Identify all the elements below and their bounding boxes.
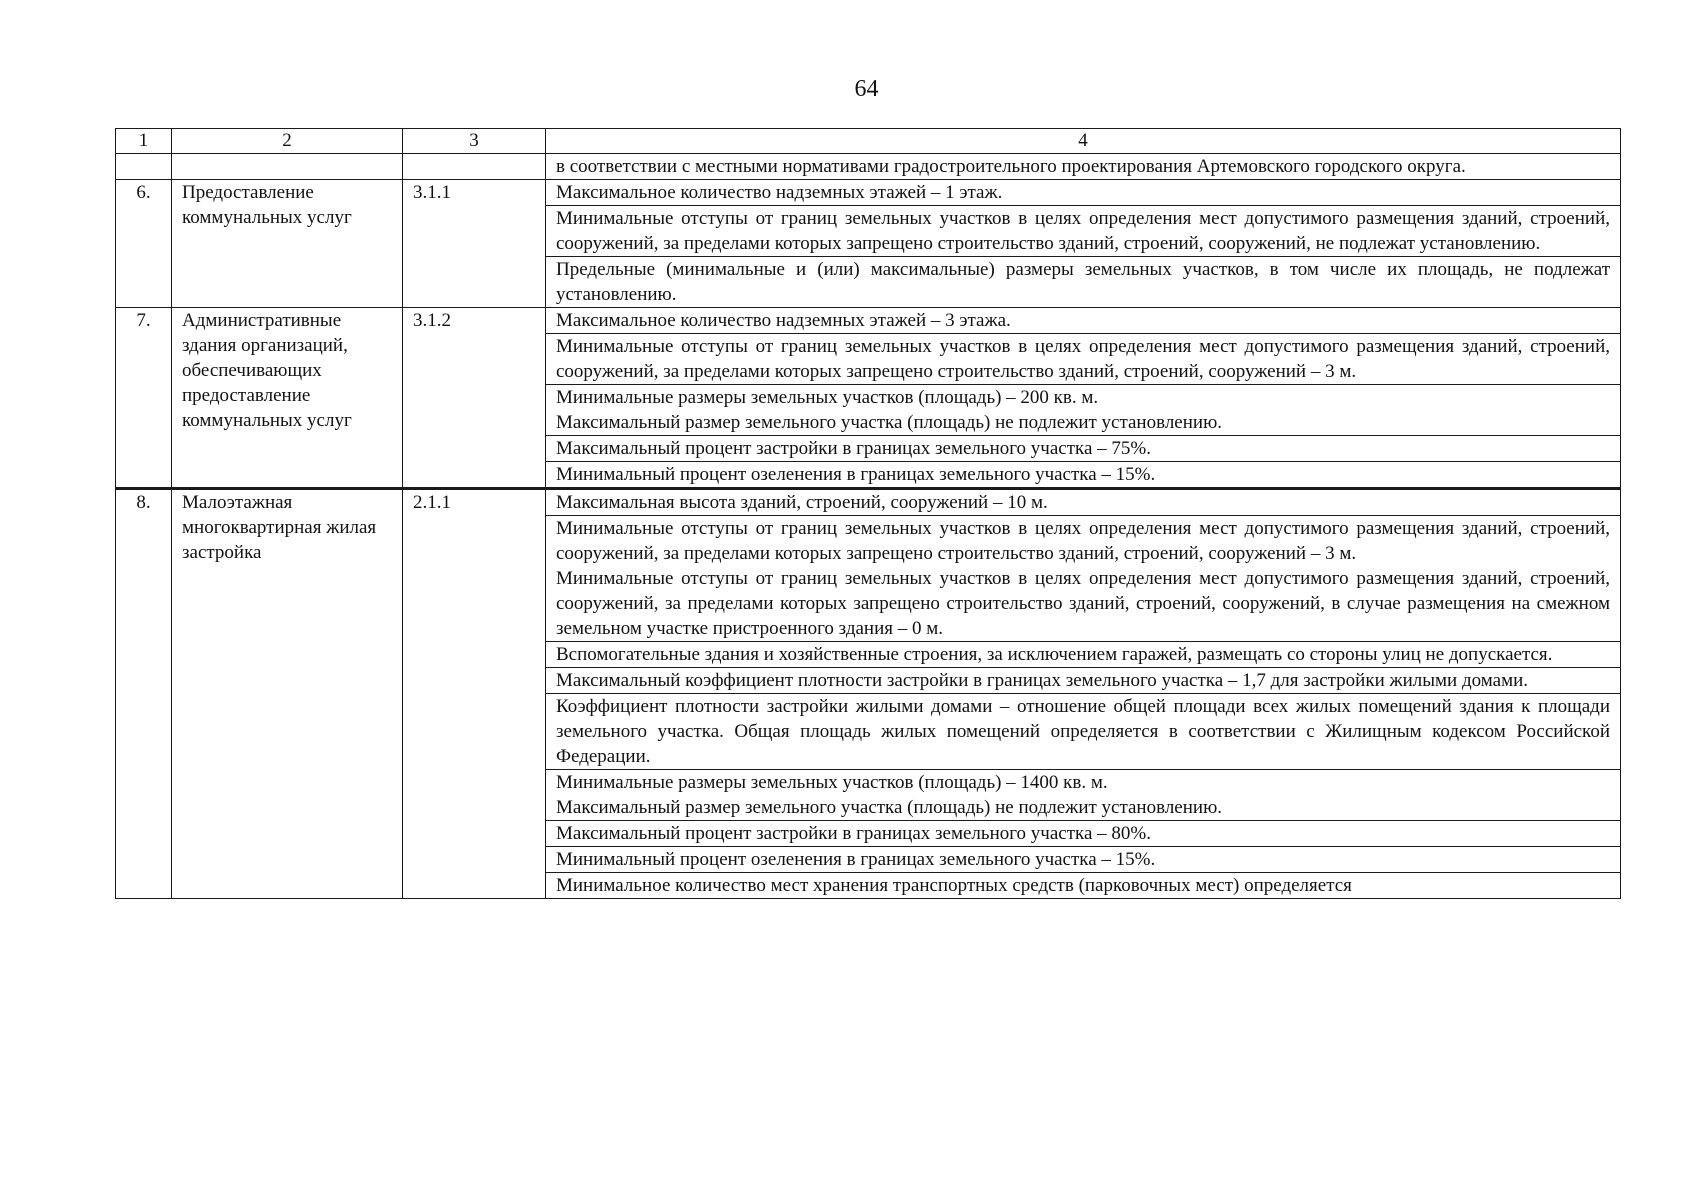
parameter-cell bbox=[546, 642, 1621, 668]
header-cell-4: 4 bbox=[546, 129, 1621, 154]
land-use-code: 3.1.1 bbox=[403, 180, 546, 308]
parameter-cell bbox=[546, 821, 1621, 847]
header-row bbox=[116, 129, 1621, 154]
parameter-cell bbox=[546, 516, 1621, 642]
parameter-text: Максимальное количество надземных этажей – 3 этажа. bbox=[556, 310, 1011, 331]
parameter-text: Минимальные отступы от границ земельных участков в целях определения мест допустимого размещения зданий, строений, сооружений, за пределами которых запрещено строительство зданий, строений, сооружений, в случае размещения на смежном земельном участке пристроенного здания – 0 м. bbox=[556, 568, 1610, 639]
land-use-name: Предоставление коммунальных услуг bbox=[172, 180, 403, 308]
header-cell-2: 2 bbox=[172, 129, 403, 154]
table-body bbox=[116, 129, 1621, 899]
parameter-cell bbox=[546, 436, 1621, 462]
parameter-cell bbox=[546, 873, 1621, 899]
parameter-text: Максимальный процент застройки в границах земельного участка – 75%. bbox=[556, 438, 1151, 459]
page-number: 64 bbox=[854, 76, 879, 102]
parameter-cell bbox=[546, 385, 1621, 436]
parameter-cell bbox=[546, 180, 1621, 206]
empty-cell bbox=[116, 154, 172, 180]
table-row bbox=[116, 489, 1621, 516]
empty-cell bbox=[172, 154, 403, 180]
land-use-code: 3.1.2 bbox=[403, 308, 546, 489]
parameter-text: Минимальное количество мест хранения транспортных средств (парковочных мест) определяется bbox=[556, 875, 1352, 896]
regulations-table bbox=[115, 128, 1621, 899]
header-cell-1: 1 bbox=[116, 129, 172, 154]
parameter-text: Минимальные размеры земельных участков (площадь) – 1400 кв. м. bbox=[556, 772, 1108, 793]
row-number: 7. bbox=[116, 308, 172, 489]
parameter-cell bbox=[546, 334, 1621, 385]
parameter-text: Минимальные отступы от границ земельных участков в целях определения мест допустимого размещения зданий, строений, сооружений, за пределами которых запрещено строительство зданий, строений, сооружений – 3 м. bbox=[556, 518, 1610, 564]
land-use-name: Малоэтажная многоквартирная жилая застройка bbox=[172, 489, 403, 899]
parameter-text: Коэффициент плотности застройки жилыми домами – отношение общей площади всех жилых помещений здания к площади земельного участка. Общая площадь жилых помещений определяется в соответствии с Жилищным кодексом Российской Федерации. bbox=[556, 696, 1610, 767]
parameter-cell bbox=[546, 847, 1621, 873]
parameter-cell bbox=[546, 308, 1621, 334]
parameter-text: Минимальные отступы от границ земельных участков в целях определения мест допустимого размещения зданий, строений, сооружений, за пределами которых запрещено строительство зданий, строений, сооружений – 3 м. bbox=[556, 336, 1610, 382]
table-row bbox=[116, 308, 1621, 334]
parameter-text: Максимальный процент застройки в границах земельного участка – 80%. bbox=[556, 823, 1151, 844]
parameter-cell bbox=[546, 770, 1621, 821]
parameter-cell bbox=[546, 668, 1621, 694]
parameter-text: Максимальный размер земельного участка (площадь) не подлежит установлению. bbox=[556, 412, 1223, 433]
parameter-text: Минимальный процент озеленения в границах земельного участка – 15%. bbox=[556, 464, 1156, 485]
row-number: 6. bbox=[116, 180, 172, 308]
parameter-text: Максимальная высота зданий, строений, сооружений – 10 м. bbox=[556, 492, 1048, 513]
parameter-text: Вспомогательные здания и хозяйственные строения, за исключением гаражей, размещать со стороны улиц не допускается. bbox=[556, 644, 1553, 665]
header-cell-3: 3 bbox=[403, 129, 546, 154]
parameter-text: Максимальное количество надземных этажей – 1 этаж. bbox=[556, 182, 1003, 203]
parameter-cell bbox=[546, 462, 1621, 489]
land-use-name: Административные здания организаций, обеспечивающих предоставление коммунальных услуг bbox=[172, 308, 403, 489]
row-number: 8. bbox=[116, 489, 172, 899]
parameter-text: Минимальный процент озеленения в границах земельного участка – 15%. bbox=[556, 849, 1156, 870]
land-use-code: 2.1.1 bbox=[403, 489, 546, 899]
table-row bbox=[116, 180, 1621, 206]
parameter-cell bbox=[546, 694, 1621, 770]
parameter-text: Максимальный коэффициент плотности застройки в границах земельного участка – 1,7 для застройки жилыми домами. bbox=[556, 670, 1529, 691]
parameter-text: Минимальные отступы от границ земельных участков в целях определения мест допустимого размещения зданий, строений, сооружений, за пределами которых запрещено строительство зданий, строений, сооружений, не подлежат установлению. bbox=[556, 208, 1610, 254]
parameter-cell bbox=[546, 257, 1621, 308]
empty-cell bbox=[403, 154, 546, 180]
parameter-cell bbox=[546, 206, 1621, 257]
parameter-text: Максимальный размер земельного участка (площадь) не подлежит установлению. bbox=[556, 797, 1223, 818]
parameter-cell bbox=[546, 489, 1621, 516]
parameter-text: Минимальные размеры земельных участков (площадь) – 200 кв. м. bbox=[556, 387, 1099, 408]
parameter-text: Предельные (минимальные и (или) максимальные) размеры земельных участков, в том числе их площадь, не подлежат установлению. bbox=[556, 259, 1610, 305]
continuation-text: в соответствии с местными нормативами градостроительного проектирования Артемовского городского округа. bbox=[546, 154, 1621, 180]
continuation-row bbox=[116, 154, 1621, 180]
